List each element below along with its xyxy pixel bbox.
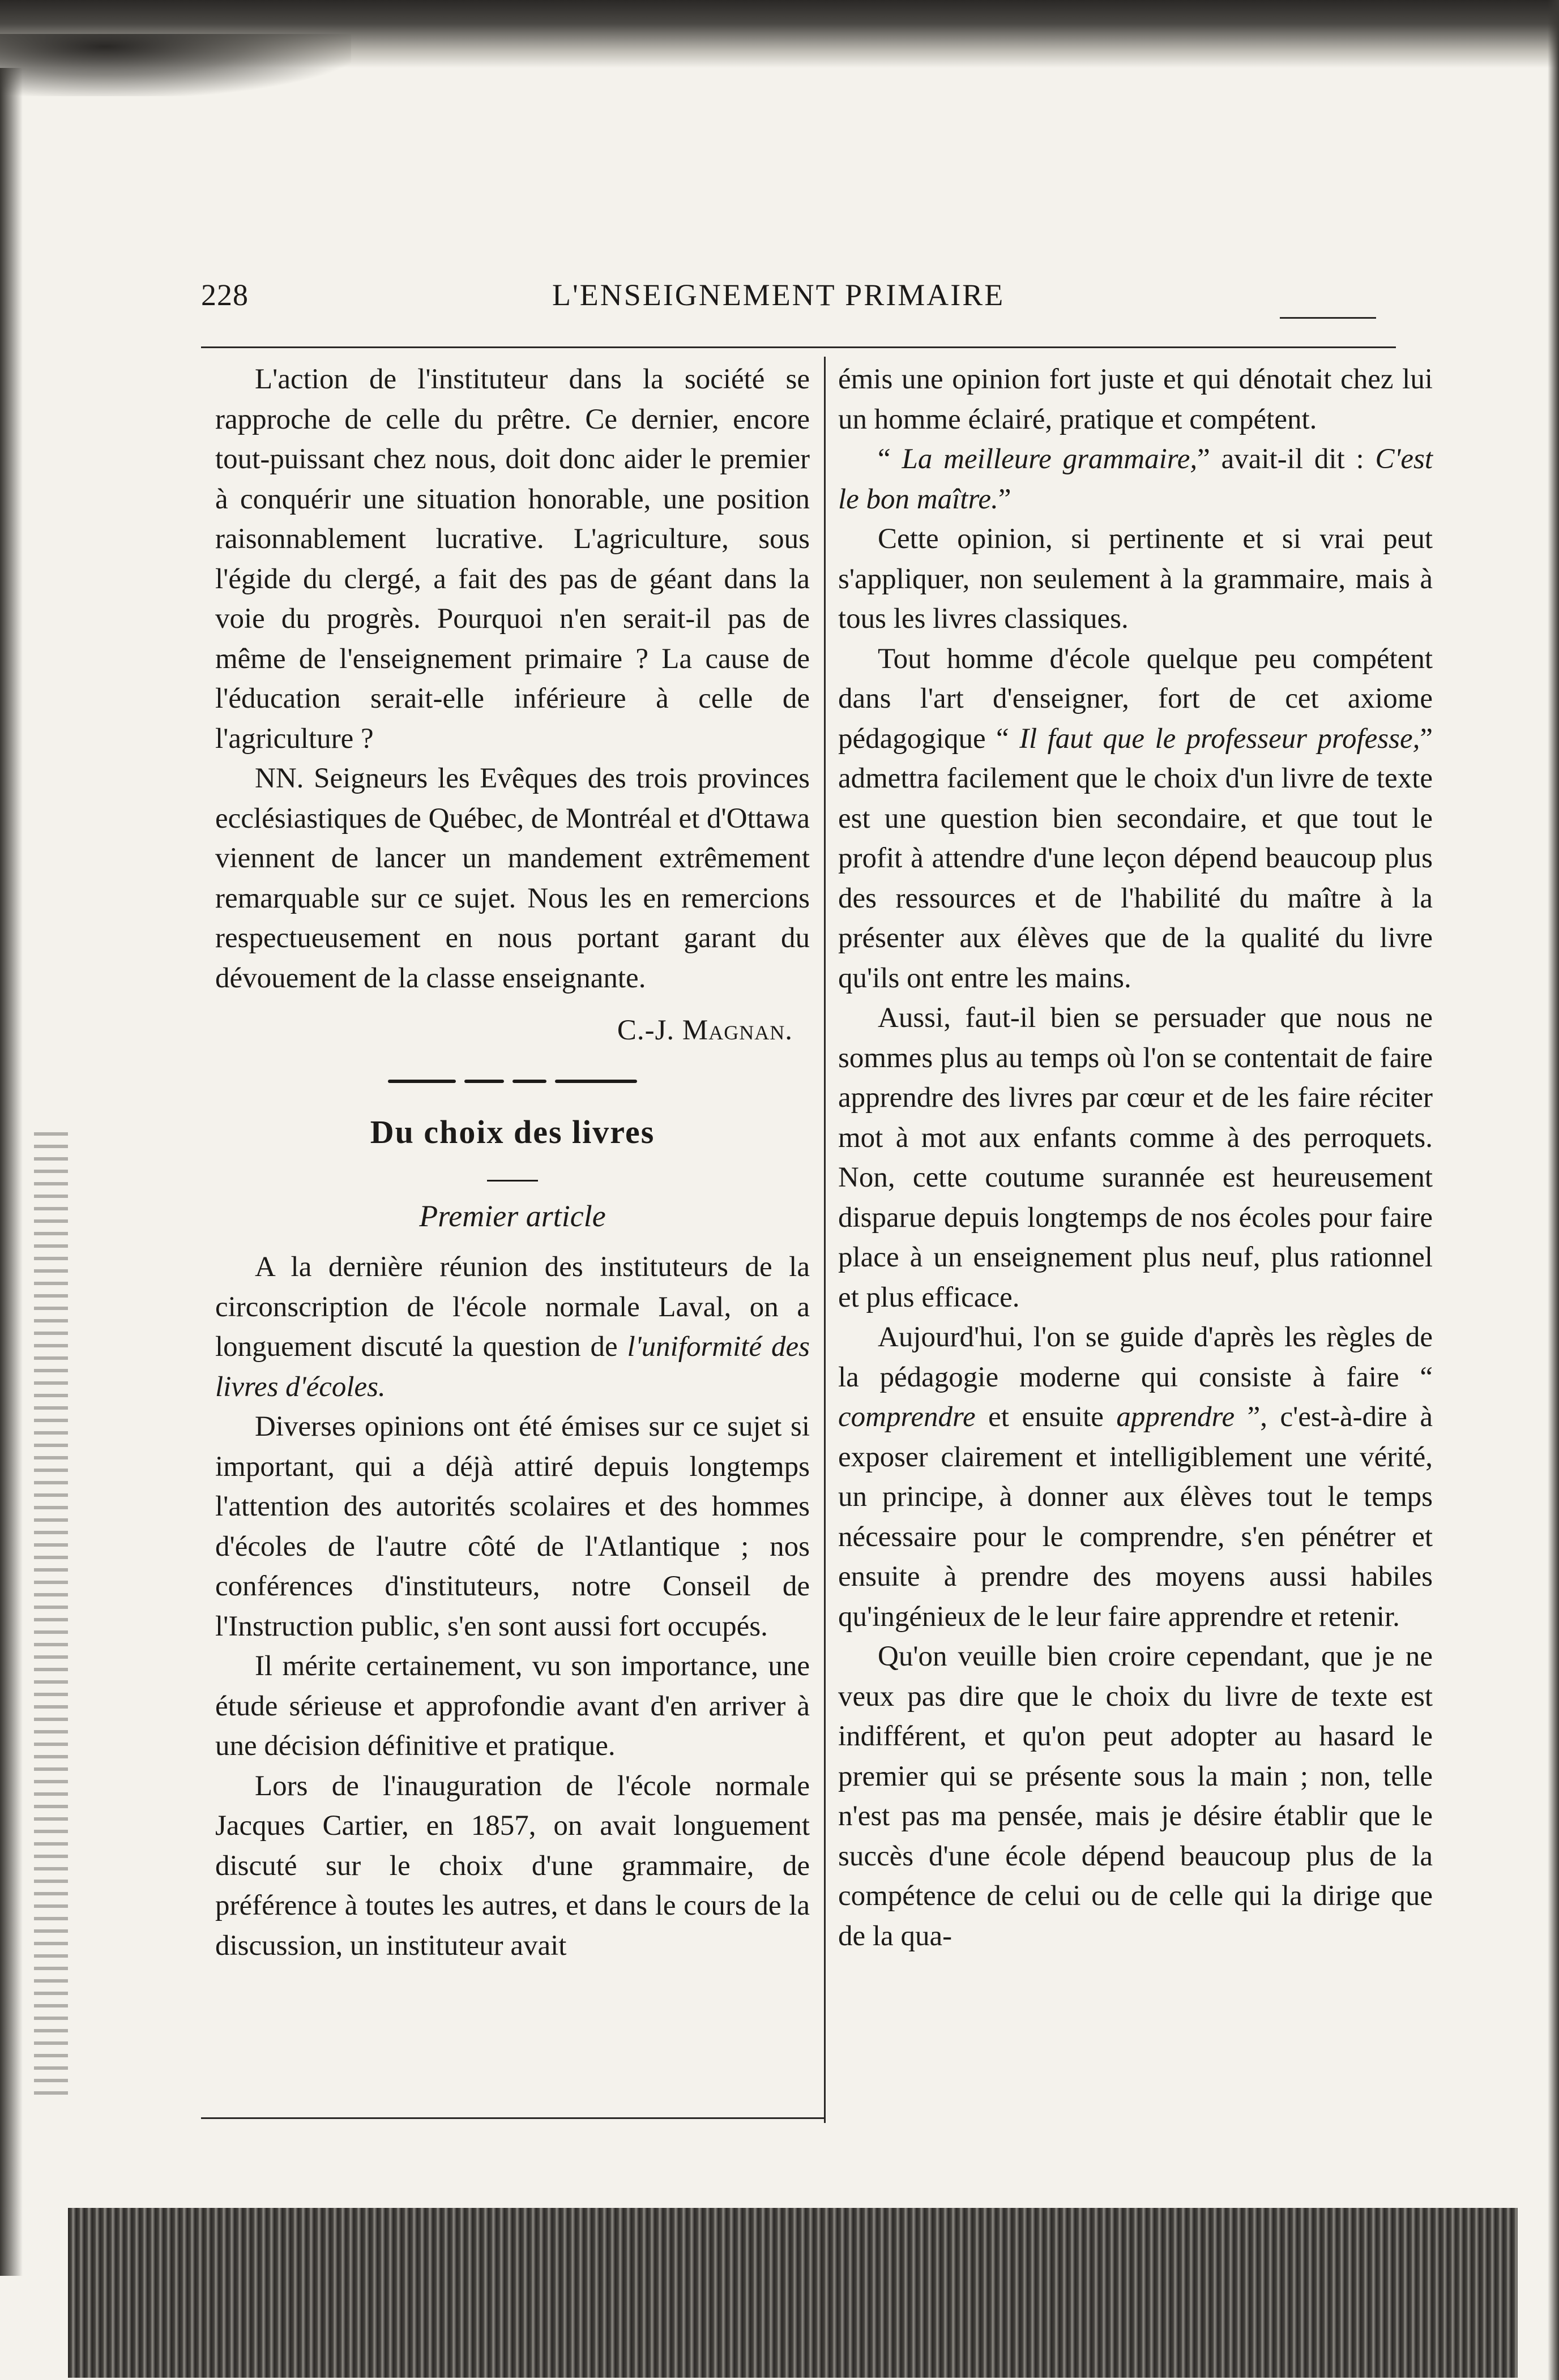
left-paragraph-3 [215, 1247, 810, 1407]
text-run: “ [878, 443, 902, 475]
running-title: L'ENSEIGNEMENT PRIMAIRE [552, 278, 1005, 312]
text-run: Aujourd'hui, l'on se guide d'après les règles de la pédagogie moderne qui consiste à faire “ [838, 1321, 1433, 1393]
text-run: ” [998, 483, 1011, 515]
ornament-dash [555, 1080, 637, 1083]
right-paragraph-6 [838, 1317, 1433, 1637]
text-run: et ensuite [975, 1401, 1117, 1433]
scan-shadow [0, 34, 351, 96]
scan-left-edge [0, 68, 23, 2276]
ornament-dash [512, 1080, 546, 1083]
author-signature [215, 1011, 810, 1051]
signature-text: C.-J. Magnan. [617, 1015, 793, 1046]
scan-right-edge [1548, 0, 1559, 2380]
left-paragraph-5: Il mérite certainement, vu son importance, une étude sérieuse et approfondie avant d'en arriver à une décision définitive et pratique. [215, 1650, 810, 1762]
page-header [201, 277, 1385, 323]
italic-run: apprendre [1116, 1401, 1235, 1433]
text-run: Tout homme d'école quelque peu compétent dans l'art d'enseigner, fort de cet axiome pédagogique “ [838, 643, 1433, 755]
ornament-dash [464, 1080, 504, 1083]
left-column [215, 359, 810, 1966]
right-paragraph-4 [838, 639, 1433, 999]
header-rule [1280, 317, 1376, 319]
right-paragraph-7: Qu'on veuille bien croire cependant, que je ne veux pas dire que le choix du livre de texte est indifférent, et qu'on peut adopter au hasard le premier qui se présente sous la main ; non, telle n'est pas ma pensée, mais je désire établir que le succès d'une école dépend beaucoup plus de la compétence de celui ou de celle qui la dirige que de la qua- [838, 1641, 1433, 1952]
right-paragraph-2 [838, 439, 1433, 519]
left-paragraph-2: NN. Seigneurs les Evêques des trois provinces ecclésiastiques de Québec, de Montréal et d'Ottawa viennent de lancer un mandement extrêmement remarquable sur ce sujet. Nous les en remercions respectueusement en nous portant garant du dévouement de la classe enseignante. [215, 763, 810, 994]
left-paragraph-6: Lors de l'inauguration de l'école normale Jacques Cartier, en 1857, on avait longuement discuté sur le choix d'une grammaire, de préférence à toutes les autres, et dans le cours de la discussion, un instituteur avait [215, 1770, 810, 1962]
margin-artifacts [34, 1132, 68, 2095]
italic-run: C'est le bon maître. [838, 443, 1433, 515]
text-run: ” admettra facilement que le choix d'un livre de texte est une question bien secondaire, et que tout le profit à attendre d'une leçon dépend beaucoup plus des ressources et de l'habilité du maître à la présenter aux élèves que de la qualité du livre qu'ils ont entre les mains. [838, 722, 1433, 994]
italic-run: l'uniformité des livres d'écoles. [215, 1331, 810, 1403]
ornament-divider [388, 1078, 637, 1085]
text-run: ”, c'est-à-dire à exposer clairement et intelligiblement une vérité, un principe, à donner aux élèves tout le temps nécessaire pour le comprendre, s'en pénétrer et ensuite à prendre des moyens aussi habiles qu'ingénieux de le leur faire apprendre et retenir. [838, 1401, 1433, 1633]
section-title: Du choix des livres [370, 1113, 655, 1150]
right-paragraph-5: Aussi, faut-il bien se persuader que nous ne sommes plus au temps où l'on se contentait de faire apprendre des livres par cœur et de les faire réciter mot à mot aux enfants comme à des perroquets. Non, cette coutume surannée est heureusement disparue depuis longtemps de nos écoles pour faire place à un enseignement plus neuf, plus rationnel et plus efficace. [838, 1002, 1433, 1313]
italic-run: La meilleure grammaire, [902, 443, 1198, 475]
bottom-rule [201, 2117, 824, 2119]
left-paragraph-1: L'action de l'instituteur dans la société se rapproche de celle du prêtre. Ce dernier, encore tout-puissant chez nous, doit donc aider le premier à conquérir une situation honorable, une position raisonnablement lucrative. L'agriculture, sous l'égide du clergé, a fait des pas de géant dans la voie du progrès. Pourquoi n'en serait-il pas de même de l'enseignement primaire ? La cause de l'éducation serait-elle inférieure à celle de l'agriculture ? [215, 363, 810, 755]
page-number: 228 [201, 278, 249, 312]
left-paragraph-4: Diverses opinions ont été émises sur ce sujet si important, qui a déjà attiré depuis longtemps l'attention des autorités scolaires et des hommes d'écoles de l'autre côté de l'Atlantique ; nos conférences d'instituteurs, notre Conseil de l'Instruction public, s'en sont aussi fort occupés. [215, 1411, 810, 1642]
scan-bottom-edge [68, 2208, 1518, 2378]
text-run: ” avait-il dit : [1197, 443, 1376, 475]
section-subtitle: Premier article [419, 1198, 606, 1233]
top-rule [201, 346, 1396, 348]
ornament-dash [388, 1080, 456, 1083]
right-paragraph-3: Cette opinion, si pertinente et si vrai peut s'appliquer, non seulement à la grammaire, mais à tous les livres classiques. [838, 523, 1433, 635]
right-column [838, 359, 1433, 1956]
right-paragraph-1: émis une opinion fort juste et qui dénotait chez lui un homme éclairé, pratique et compétent. [838, 363, 1433, 435]
column-divider [824, 357, 826, 2123]
italic-run: Il faut que le professeur professe, [1019, 722, 1420, 755]
short-rule [487, 1180, 538, 1182]
italic-run: comprendre [838, 1401, 976, 1433]
text-run: A la dernière réunion des instituteurs de la circonscription de l'école normale Laval, on a longuement discuté la question de [215, 1251, 810, 1363]
